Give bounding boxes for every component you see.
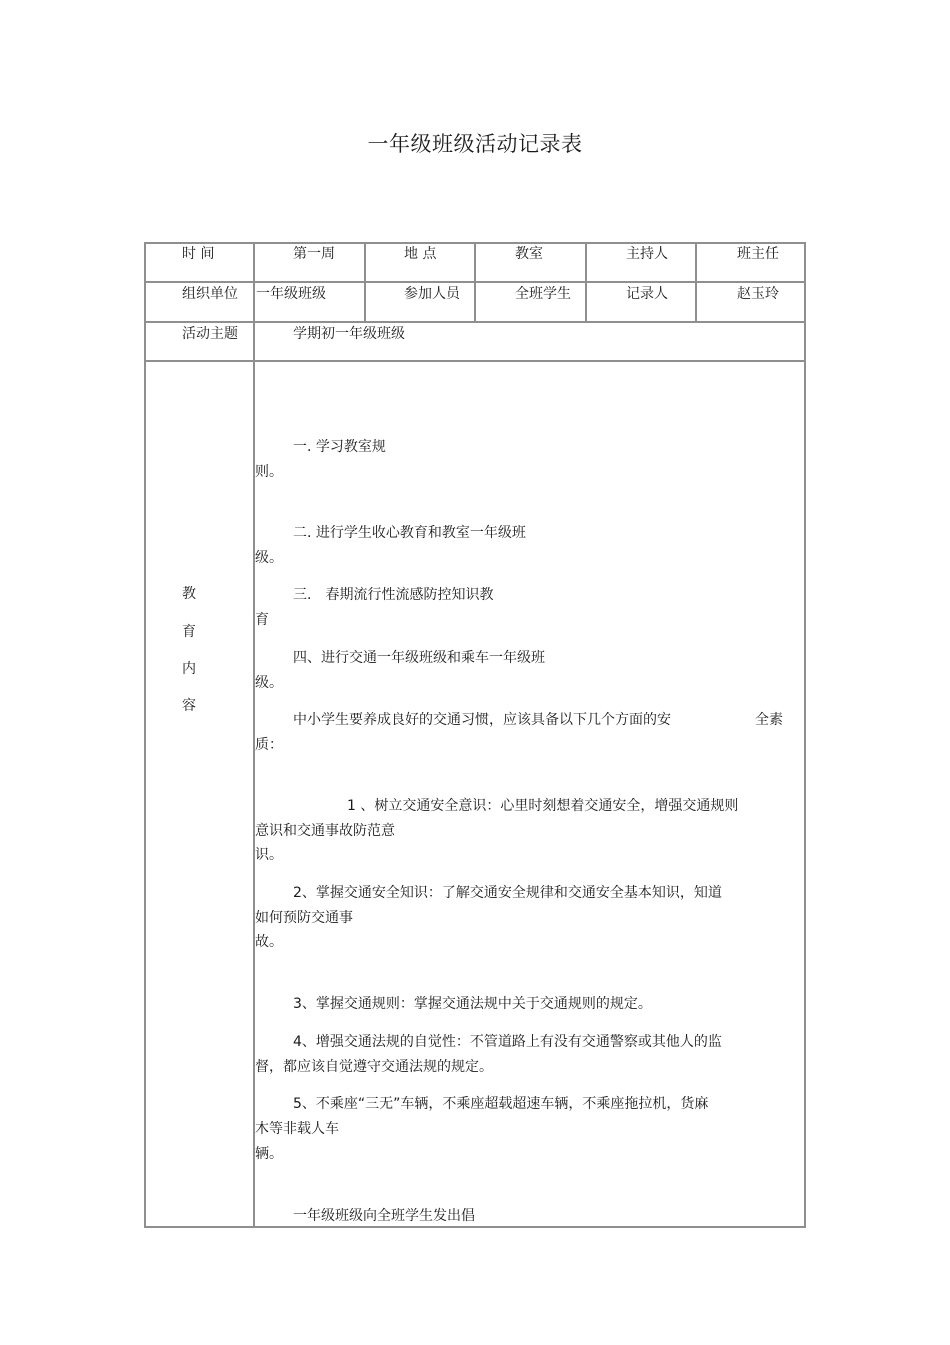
participants-label: 参加人员: [404, 286, 460, 302]
place-value: 教室: [515, 246, 543, 262]
place-label: 地 点: [404, 246, 437, 262]
org-value: 一年级班级: [256, 286, 326, 302]
theme-label: 活动主题: [182, 326, 238, 342]
column-divider: [474, 242, 476, 322]
content-line: 则。: [255, 464, 283, 480]
column-divider: [364, 242, 366, 322]
theme-value: 学期初一年级班级: [293, 326, 405, 342]
column-divider: [253, 242, 255, 1228]
content-label-char: 教: [182, 586, 196, 602]
content-line: 辆。: [255, 1146, 283, 1162]
time-value: 第一周: [293, 246, 335, 262]
content-line: 5、不乘座“三无”车辆，不乘座超载超速车辆，不乘座拖拉机，货麻: [293, 1096, 709, 1112]
recorder-value: 赵玉玲: [737, 286, 779, 302]
content-label-char: 育: [182, 624, 196, 640]
content-label-char: 内: [182, 661, 196, 677]
content-line: 质：: [255, 737, 283, 753]
column-divider: [585, 242, 587, 322]
content-line: 督，都应该自觉遵守交通法规的规定。: [255, 1059, 493, 1075]
time-label: 时 间: [182, 246, 215, 262]
content-line: 全素: [755, 712, 783, 728]
host-label: 主持人: [626, 246, 668, 262]
content-line: 木等非载人车: [255, 1121, 339, 1137]
content-line: 育: [255, 612, 269, 628]
content-line: 级。: [255, 550, 283, 566]
host-value: 班主任: [737, 246, 779, 262]
content-line: 意识和交通事故防范意: [255, 823, 395, 839]
document-title: 一年级班级活动记录表: [367, 132, 583, 156]
column-divider: [695, 242, 697, 322]
participants-value: 全班学生: [515, 286, 571, 302]
content-line: 2、掌握交通安全知识：了解交通安全规律和交通安全基本知识，知道: [293, 885, 722, 901]
content-line: 二. 进行学生收心教育和教室一年级班: [293, 525, 526, 541]
content-line: 一. 学习教室规: [293, 439, 386, 455]
recorder-label: 记录人: [626, 286, 668, 302]
content-label-char: 容: [182, 698, 196, 714]
content-line: 三. 春期流行性流感防控知识教: [293, 587, 494, 603]
content-line: 中小学生要养成良好的交通习惯，应该具备以下几个方面的安: [293, 712, 671, 728]
content-line: 1 、树立交通安全意识：心里时刻想着交通安全，增强交通规则: [347, 798, 739, 814]
content-line: 级。: [255, 675, 283, 691]
content-line: 四、进行交通一年级班级和乘车一年级班: [293, 650, 545, 666]
content-line: 一年级班级向全班学生发出倡: [293, 1208, 475, 1224]
org-label: 组织单位: [182, 286, 238, 302]
row-divider: [144, 360, 806, 362]
content-line: 识。: [255, 847, 283, 863]
record-table: [144, 242, 806, 1228]
content-line: 4、增强交通法规的自觉性：不管道路上有没有交通警察或其他人的监: [293, 1034, 722, 1050]
content-line: 3、掌握交通规则：掌握交通法规中关于交通规则的规定。: [293, 996, 652, 1012]
content-line: 故。: [255, 934, 283, 950]
content-line: 如何预防交通事: [255, 910, 353, 926]
